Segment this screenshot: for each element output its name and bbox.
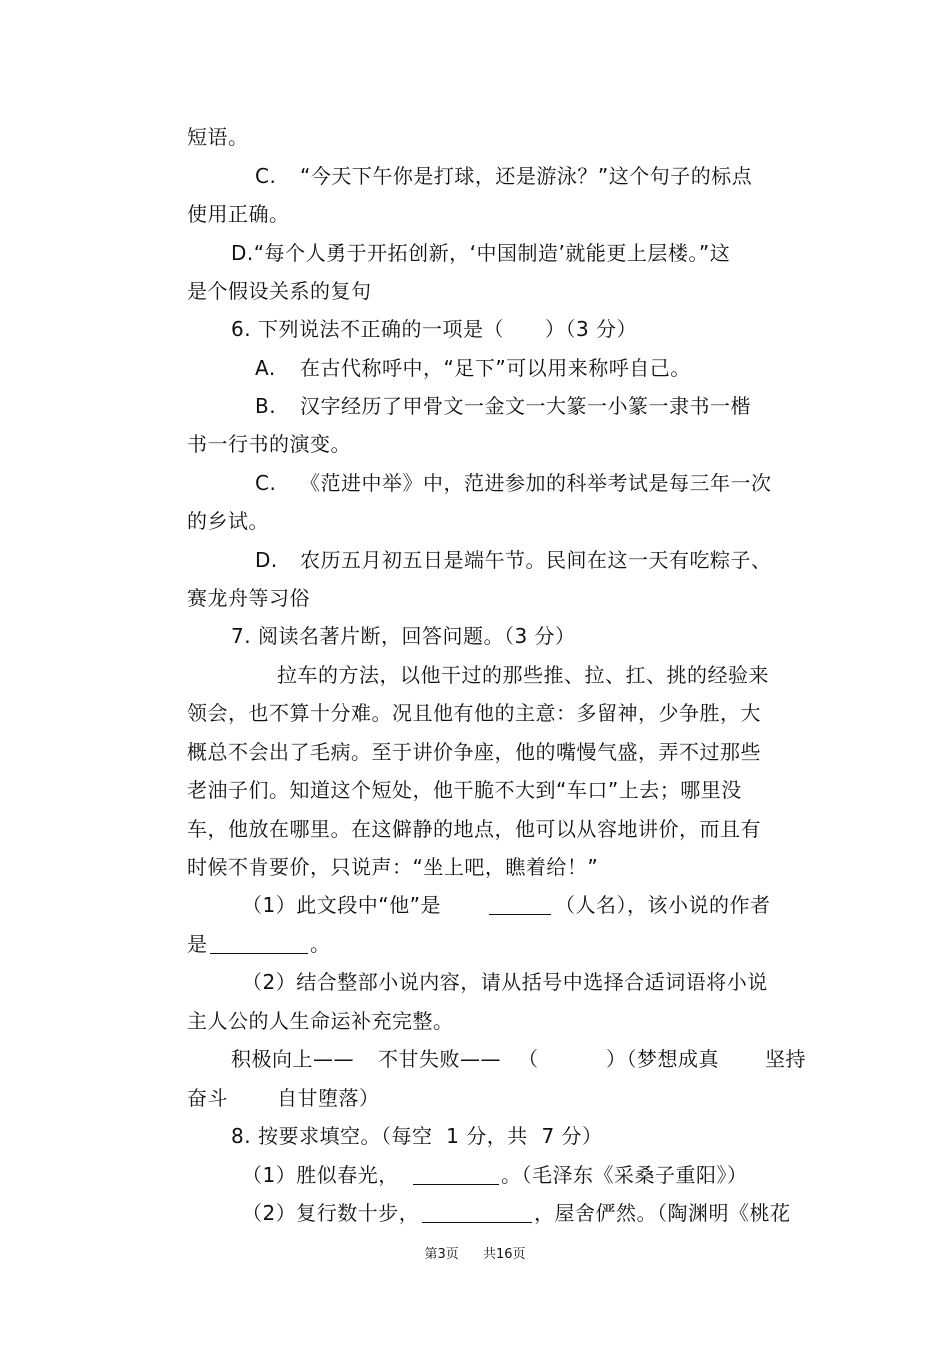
q6-option-d-text: 农历五月初五日是端午节。民间在这一天有吃粽子、 [300, 548, 772, 572]
q5-option-c-label: C. [255, 164, 277, 188]
q6-option-d-label: D. [255, 548, 278, 572]
q7-sub1-author-label: 是 [187, 932, 208, 956]
q5-option-c-continued: 使用正确。 [187, 202, 290, 226]
q6-stem: 6. 下列说法不正确的一项是（ ）（3 分） [231, 317, 638, 341]
page-total: 共16页 [482, 1247, 526, 1262]
page-number: 第3页 [424, 1247, 459, 1262]
q5-option-d-continued: 是个假设关系的复句 [187, 279, 372, 303]
q5-option-d-text: D.“每个人勇于开拓创新，‘中国制造’就能更上层楼。”这 [231, 241, 731, 265]
q7-sub1-prompt-continued: （人名），该小说的作者 [555, 893, 771, 917]
q7-sub1-author-blank[interactable] [210, 935, 308, 954]
q7-sub2-prompt: （2）结合整部小说内容，请从括号中选择合适词语将小说 [242, 970, 768, 994]
q8-line2-prompt: （2）复行数十步， [242, 1201, 420, 1225]
q7-sub2-prompt-continued: 主人公的人生命运补充完整。 [187, 1009, 454, 1033]
q7-sub1-end-punct: 。 [310, 932, 331, 956]
q5-option-c-text: “今天下午你是打球，还是游泳？”这个句子的标点 [300, 164, 753, 188]
q7-sub1-prompt: （1）此文段中“他”是 [242, 893, 441, 917]
q6-option-c-continued: 的乡试。 [187, 509, 269, 533]
q7-sub1-name-blank[interactable] [489, 896, 551, 915]
q7-sub2-choice-3: 自甘堕落） [277, 1086, 380, 1110]
q6-option-b-label: B. [255, 394, 277, 418]
q7-stem: 7. 阅读名著片断，回答问题。（3 分） [231, 624, 576, 648]
q8-line1-source: 。（毛泽东《采桑子重阳》） [501, 1163, 748, 1187]
q6-option-c-label: C. [255, 471, 277, 495]
q7-passage-line: 概总不会出了毛病。至于讲价争座，他的嘴慢气盛，弄不过那些 [187, 740, 761, 764]
q7-sub2-choice-2: 坚持 [765, 1047, 806, 1071]
q7-passage-line: 车，他放在哪里。在这僻静的地点，他可以从容地讲价，而且有 [187, 817, 761, 841]
q7-sub2-answer-open: （ [518, 1047, 539, 1071]
q5-tail-text: 短语。 [187, 125, 249, 149]
q8-line2-source: ，屋舍俨然。（陶渊明《桃花 [534, 1201, 791, 1225]
q6-option-d-continued: 赛龙舟等习俗 [187, 586, 310, 610]
q7-passage-line: 老油子们。知道这个短处，他干脆不大到“车口”上去；哪里没 [187, 778, 742, 802]
q7-sub2-stage-1: 积极向上—— [231, 1047, 354, 1071]
q7-sub2-choice-2-continued: 奋斗 [187, 1086, 228, 1110]
page-footer [0, 1247, 950, 1263]
q6-option-a-text: 在古代称呼中，“足下”可以用来称呼自己。 [300, 356, 691, 380]
q7-sub2-stage-2: 不甘失败—— [378, 1047, 501, 1071]
q7-passage-line: 领会，也不算十分难。况且他有他的主意：多留神，少争胜，大 [187, 701, 761, 725]
q6-option-b-text: 汉字经历了甲骨文一金文一大篆一小篆一隶书一楷 [300, 394, 751, 418]
q6-option-a-label: A. [255, 356, 276, 380]
q7-passage-line: 拉车的方法，以他干过的那些推、拉、扛、挑的经验来 [277, 663, 769, 687]
q6-option-c-text: 《范进中举》中，范进参加的科举考试是每三年一次 [300, 471, 772, 495]
q8-stem: 8. 按要求填空。（每空 1 分，共 7 分） [231, 1124, 603, 1148]
q7-passage-line: 时候不肯要价，只说声：“坐上吧，瞧着给！” [187, 855, 599, 879]
q8-line1-blank[interactable] [413, 1166, 499, 1185]
q6-option-b-continued: 书一行书的演变。 [187, 432, 351, 456]
q8-line2-blank[interactable] [422, 1204, 532, 1223]
q7-sub2-choice-1: ）（梦想成真 [606, 1047, 719, 1071]
q8-line1-prompt: （1）胜似春光， [242, 1163, 399, 1187]
